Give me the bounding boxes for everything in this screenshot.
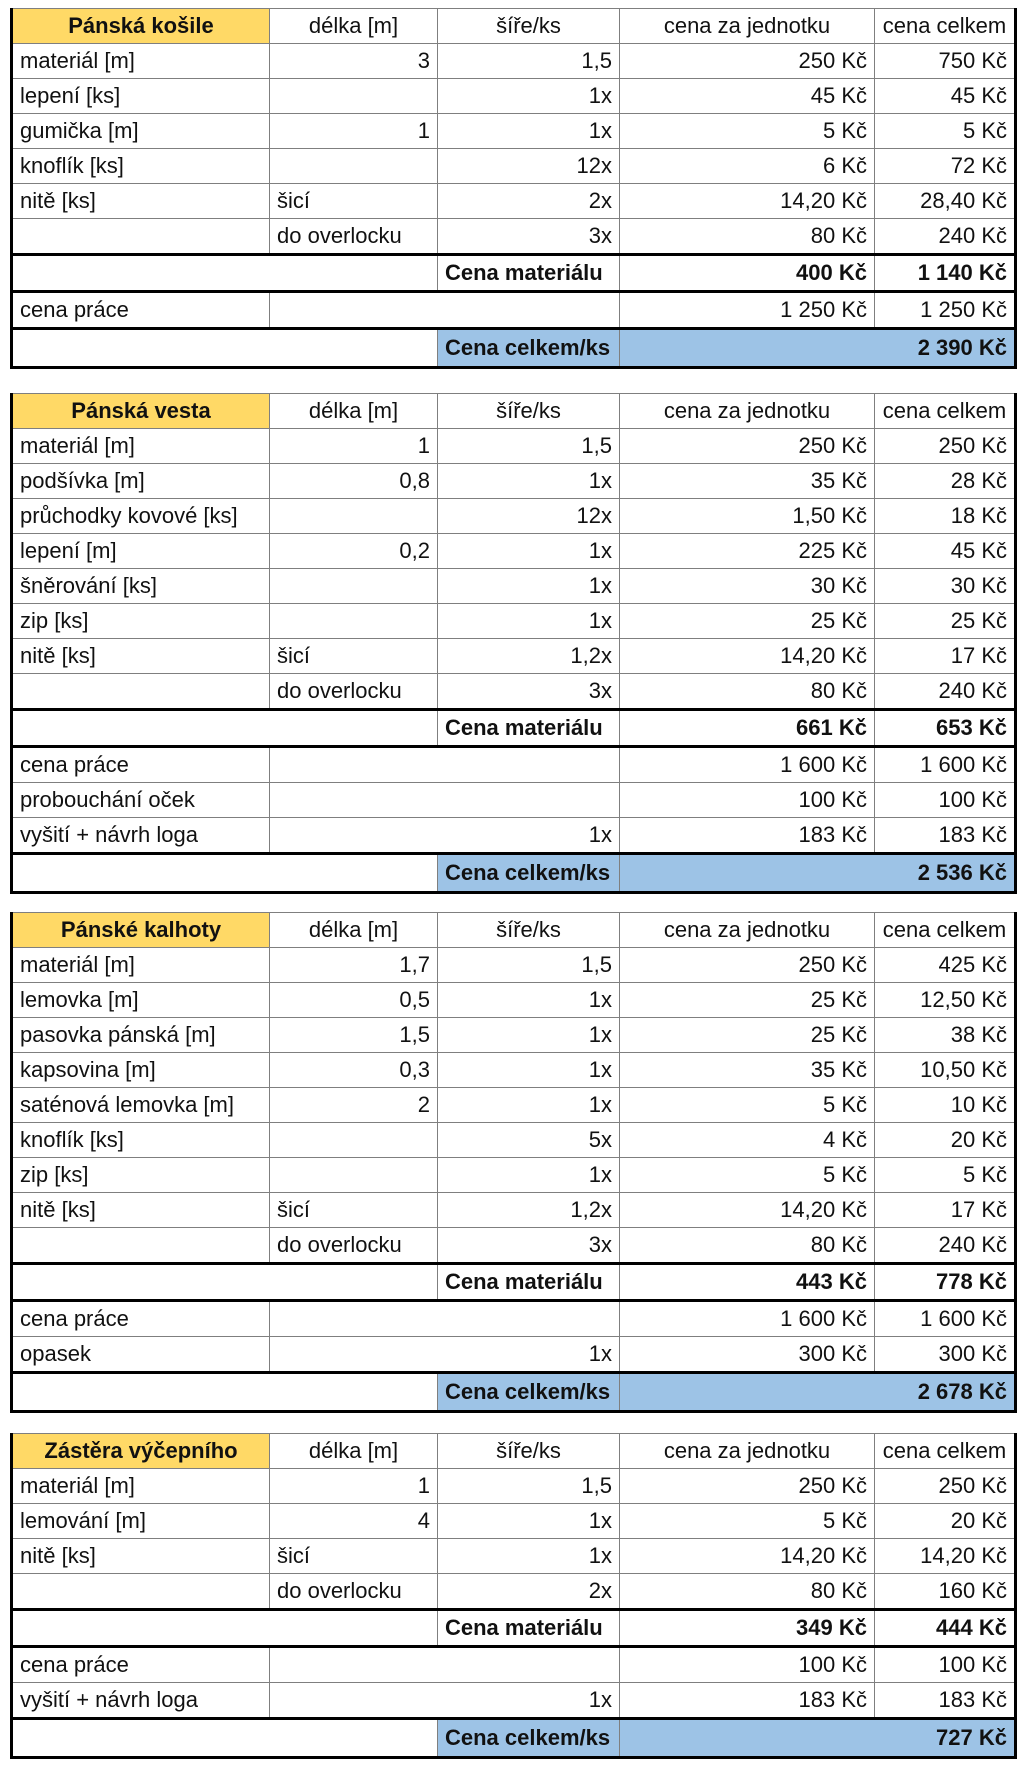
table-row (12, 674, 1016, 710)
cell-unit-price[interactable]: 250 Kč (620, 1469, 875, 1504)
col-header-sire[interactable]: šíře/ks (438, 9, 620, 44)
cell-item-name[interactable]: materiál [m] (12, 44, 270, 79)
cell-unit-price[interactable]: 14,20 Kč (620, 1193, 875, 1228)
material-sum-label[interactable]: Cena materiálu (438, 710, 620, 747)
cell-total-price[interactable]: 300 Kč (875, 1337, 1016, 1373)
cost-table-panske-kalhoty (10, 912, 1017, 1413)
cell-unit-price[interactable]: 225 Kč (620, 534, 875, 569)
cell-unit-price[interactable]: 25 Kč (620, 1018, 875, 1053)
cell-item-name[interactable]: nitě [ks] (12, 184, 270, 219)
table-row (12, 1683, 1016, 1719)
table-row (12, 1504, 1016, 1539)
cell-delka[interactable] (270, 1158, 438, 1193)
cell-unit-price[interactable]: 100 Kč (620, 1647, 875, 1683)
cell-sire[interactable]: 1,5 (438, 44, 620, 79)
cell-delka[interactable] (270, 149, 438, 184)
cell-item-name[interactable]: nitě [ks] (12, 639, 270, 674)
cost-table-panska-vesta (10, 393, 1017, 894)
cell-unit-price[interactable]: 14,20 Kč (620, 639, 875, 674)
cell-sire[interactable]: 1x (438, 983, 620, 1018)
table-row (12, 292, 1016, 329)
cell-unit-price[interactable]: 250 Kč (620, 429, 875, 464)
cell-total-price[interactable]: 45 Kč (875, 534, 1016, 569)
cell-item-name[interactable]: cena práce (12, 292, 270, 329)
table-row (12, 1574, 1016, 1610)
table-row (12, 1337, 1016, 1373)
cell-empty[interactable] (12, 1264, 438, 1301)
col-header-cena-jednotka[interactable]: cena za jednotku (620, 394, 875, 429)
cell-item-name[interactable] (12, 674, 270, 710)
cell-total-price[interactable]: 240 Kč (875, 219, 1016, 255)
cell-item-name[interactable]: nitě [ks] (12, 1193, 270, 1228)
cell-sire[interactable]: 1x (270, 1683, 620, 1719)
cell-sire[interactable]: 1x (270, 818, 620, 854)
cell-total-price[interactable]: 100 Kč (875, 1647, 1016, 1683)
cell-total-price[interactable]: 28,40 Kč (875, 184, 1016, 219)
cell-unit-price[interactable]: 5 Kč (620, 1504, 875, 1539)
cell-delka[interactable]: šicí (270, 1193, 438, 1228)
material-sum-row (12, 1264, 1016, 1301)
cost-table-panska-kosile (10, 8, 1017, 369)
table-row (12, 948, 1016, 983)
table-row (12, 639, 1016, 674)
cell-unit-price[interactable]: 30 Kč (620, 569, 875, 604)
cell-sire[interactable]: 12x (438, 499, 620, 534)
grand-total-row (12, 1373, 1016, 1412)
table-row (12, 1193, 1016, 1228)
cell-total-price[interactable]: 38 Kč (875, 1018, 1016, 1053)
cell-sire[interactable]: 1,5 (438, 1469, 620, 1504)
cell-sire[interactable] (270, 1301, 620, 1337)
cell-delka[interactable]: 0,2 (270, 534, 438, 569)
cell-total-price[interactable]: 1 600 Kč (875, 1301, 1016, 1337)
material-sum-total[interactable]: 1 140 Kč (875, 255, 1016, 292)
cell-delka[interactable]: šicí (270, 639, 438, 674)
cell-total-price[interactable]: 425 Kč (875, 948, 1016, 983)
cell-unit-price[interactable]: 45 Kč (620, 79, 875, 114)
cell-unit-price[interactable]: 80 Kč (620, 1228, 875, 1264)
table-row (12, 534, 1016, 569)
cell-unit-price[interactable]: 25 Kč (620, 604, 875, 639)
material-sum-unit[interactable]: 400 Kč (620, 255, 875, 292)
grand-total-row (12, 1719, 1016, 1758)
table-row (12, 149, 1016, 184)
cell-total-price[interactable]: 18 Kč (875, 499, 1016, 534)
cell-item-name[interactable]: zip [ks] (12, 1158, 270, 1193)
cell-delka[interactable]: 0,8 (270, 464, 438, 499)
cell-total-price[interactable]: 17 Kč (875, 639, 1016, 674)
cell-unit-price[interactable]: 1,50 Kč (620, 499, 875, 534)
cell-delka[interactable]: do overlocku (270, 1228, 438, 1264)
material-sum-row (12, 1610, 1016, 1647)
cell-unit-price[interactable]: 250 Kč (620, 44, 875, 79)
cell-item-name[interactable]: cena práce (12, 747, 270, 783)
material-sum-total[interactable]: 778 Kč (875, 1264, 1016, 1301)
cell-sire[interactable]: 3x (438, 1228, 620, 1264)
col-header-delka[interactable]: délka [m] (270, 913, 438, 948)
cell-item-name[interactable]: nitě [ks] (12, 1539, 270, 1574)
grand-total-label[interactable]: Cena celkem/ks (438, 1719, 620, 1758)
table-row (12, 783, 1016, 818)
material-sum-row (12, 710, 1016, 747)
cell-delka[interactable]: 2 (270, 1088, 438, 1123)
grand-total-label[interactable]: Cena celkem/ks (438, 854, 620, 893)
cell-sire[interactable]: 2x (438, 1574, 620, 1610)
cell-delka[interactable]: 1,7 (270, 948, 438, 983)
cell-total-price[interactable]: 10 Kč (875, 1088, 1016, 1123)
cell-total-price[interactable]: 5 Kč (875, 114, 1016, 149)
table-title[interactable]: Pánské kalhoty (12, 913, 270, 948)
table-title[interactable]: Pánská košile (12, 9, 270, 44)
cell-item-name[interactable]: zip [ks] (12, 604, 270, 639)
cell-delka[interactable]: 1 (270, 429, 438, 464)
table-title[interactable]: Zástěra výčepního (12, 1434, 270, 1469)
grand-total-value[interactable]: 2 390 Kč (620, 329, 1016, 368)
cell-total-price[interactable]: 20 Kč (875, 1123, 1016, 1158)
col-header-cena-celkem[interactable]: cena celkem (875, 394, 1016, 429)
col-header-cena-celkem[interactable]: cena celkem (875, 9, 1016, 44)
col-header-cena-jednotka[interactable]: cena za jednotku (620, 1434, 875, 1469)
table-row (12, 1088, 1016, 1123)
col-header-delka[interactable]: délka [m] (270, 9, 438, 44)
cell-sire[interactable]: 1x (438, 604, 620, 639)
cell-total-price[interactable]: 14,20 Kč (875, 1539, 1016, 1574)
cell-item-name[interactable]: lepení [m] (12, 534, 270, 569)
table-row (12, 1228, 1016, 1264)
cell-unit-price[interactable]: 300 Kč (620, 1337, 875, 1373)
table-row (12, 1123, 1016, 1158)
table-header-row (12, 9, 1016, 44)
cell-sire[interactable]: 1x (438, 1088, 620, 1123)
cell-item-name[interactable]: knoflík [ks] (12, 149, 270, 184)
col-header-sire[interactable]: šíře/ks (438, 913, 620, 948)
cell-delka[interactable]: 3 (270, 44, 438, 79)
cell-item-name[interactable]: podšívka [m] (12, 464, 270, 499)
cell-total-price[interactable]: 100 Kč (875, 783, 1016, 818)
cell-delka[interactable]: 1,5 (270, 1018, 438, 1053)
cell-total-price[interactable]: 20 Kč (875, 1504, 1016, 1539)
grand-total-value[interactable]: 2 678 Kč (620, 1373, 1016, 1412)
cell-sire[interactable]: 12x (438, 149, 620, 184)
cell-unit-price[interactable]: 35 Kč (620, 1053, 875, 1088)
cell-item-name[interactable]: materiál [m] (12, 429, 270, 464)
col-header-cena-jednotka[interactable]: cena za jednotku (620, 9, 875, 44)
cell-unit-price[interactable]: 5 Kč (620, 1088, 875, 1123)
cell-delka[interactable] (270, 604, 438, 639)
cell-sire[interactable]: 1x (438, 1539, 620, 1574)
table-row (12, 114, 1016, 149)
table-title[interactable]: Pánská vesta (12, 394, 270, 429)
cell-unit-price[interactable]: 1 600 Kč (620, 1301, 875, 1337)
cell-delka[interactable]: 1 (270, 1469, 438, 1504)
cell-delka[interactable]: 4 (270, 1504, 438, 1539)
cell-total-price[interactable]: 183 Kč (875, 818, 1016, 854)
cell-item-name[interactable]: probouchání oček (12, 783, 270, 818)
material-sum-label[interactable]: Cena materiálu (438, 255, 620, 292)
table-row (12, 604, 1016, 639)
cell-sire[interactable]: 5x (438, 1123, 620, 1158)
cell-empty[interactable] (12, 329, 438, 368)
cell-unit-price[interactable]: 5 Kč (620, 114, 875, 149)
cell-total-price[interactable]: 72 Kč (875, 149, 1016, 184)
cell-delka[interactable]: 0,5 (270, 983, 438, 1018)
cell-delka[interactable] (270, 499, 438, 534)
cell-item-name[interactable]: lemování [m] (12, 1504, 270, 1539)
grand-total-row (12, 329, 1016, 368)
cell-item-name[interactable]: gumička [m] (12, 114, 270, 149)
cell-item-name[interactable]: vyšití + návrh loga (12, 818, 270, 854)
col-header-cena-celkem[interactable]: cena celkem (875, 913, 1016, 948)
cell-unit-price[interactable]: 183 Kč (620, 1683, 875, 1719)
cell-total-price[interactable]: 30 Kč (875, 569, 1016, 604)
table-row (12, 818, 1016, 854)
cell-sire[interactable]: 1x (438, 1018, 620, 1053)
cell-sire[interactable]: 1x (438, 569, 620, 604)
cell-total-price[interactable]: 183 Kč (875, 1683, 1016, 1719)
cell-empty[interactable] (12, 1610, 438, 1647)
cell-empty[interactable] (12, 1373, 438, 1412)
material-sum-total[interactable]: 653 Kč (875, 710, 1016, 747)
table-row (12, 44, 1016, 79)
cell-total-price[interactable]: 5 Kč (875, 1158, 1016, 1193)
cell-delka[interactable]: do overlocku (270, 1574, 438, 1610)
cell-total-price[interactable]: 750 Kč (875, 44, 1016, 79)
cell-sire[interactable] (270, 783, 620, 818)
cell-delka[interactable] (270, 79, 438, 114)
table-header-row (12, 913, 1016, 948)
cell-delka[interactable]: 0,3 (270, 1053, 438, 1088)
table-header-row (12, 394, 1016, 429)
cell-sire[interactable]: 2x (438, 184, 620, 219)
table-row (12, 79, 1016, 114)
cell-item-name[interactable] (12, 1574, 270, 1610)
grand-total-label[interactable]: Cena celkem/ks (438, 1373, 620, 1412)
cell-unit-price[interactable]: 100 Kč (620, 783, 875, 818)
cell-total-price[interactable]: 10,50 Kč (875, 1053, 1016, 1088)
col-header-delka[interactable]: délka [m] (270, 394, 438, 429)
cell-item-name[interactable]: průchodky kovové [ks] (12, 499, 270, 534)
cell-delka[interactable]: šicí (270, 1539, 438, 1574)
cell-sire[interactable] (270, 747, 620, 783)
cell-empty[interactable] (12, 854, 438, 893)
cell-total-price[interactable]: 160 Kč (875, 1574, 1016, 1610)
cell-sire[interactable]: 1x (438, 114, 620, 149)
cell-total-price[interactable]: 12,50 Kč (875, 983, 1016, 1018)
cell-unit-price[interactable]: 1 250 Kč (620, 292, 875, 329)
cell-item-name[interactable]: lemovka [m] (12, 983, 270, 1018)
material-sum-unit[interactable]: 349 Kč (620, 1610, 875, 1647)
cell-unit-price[interactable]: 14,20 Kč (620, 1539, 875, 1574)
grand-total-value[interactable]: 727 Kč (620, 1719, 1016, 1758)
cell-sire[interactable] (270, 1647, 620, 1683)
table-row (12, 1018, 1016, 1053)
cell-item-name[interactable]: vyšití + návrh loga (12, 1683, 270, 1719)
cost-table-zastera-vycepniho (10, 1433, 1017, 1759)
col-header-sire[interactable]: šíře/ks (438, 394, 620, 429)
cell-empty[interactable] (12, 255, 438, 292)
cell-total-price[interactable]: 1 600 Kč (875, 747, 1016, 783)
grand-total-row (12, 854, 1016, 893)
cell-item-name[interactable]: opasek (12, 1337, 270, 1373)
cell-sire[interactable]: 1,5 (438, 429, 620, 464)
cell-total-price[interactable]: 250 Kč (875, 1469, 1016, 1504)
cell-total-price[interactable]: 17 Kč (875, 1193, 1016, 1228)
cell-unit-price[interactable]: 5 Kč (620, 1158, 875, 1193)
cell-unit-price[interactable]: 6 Kč (620, 149, 875, 184)
cell-unit-price[interactable]: 80 Kč (620, 674, 875, 710)
col-header-sire[interactable]: šíře/ks (438, 1434, 620, 1469)
cell-unit-price[interactable]: 4 Kč (620, 1123, 875, 1158)
cell-sire[interactable]: 1x (270, 1337, 620, 1373)
cell-total-price[interactable]: 240 Kč (875, 1228, 1016, 1264)
table-row (12, 499, 1016, 534)
cell-item-name[interactable]: knoflík [ks] (12, 1123, 270, 1158)
cell-sire[interactable]: 1,2x (438, 1193, 620, 1228)
cell-item-name[interactable]: kapsovina [m] (12, 1053, 270, 1088)
cell-unit-price[interactable]: 25 Kč (620, 983, 875, 1018)
cell-delka[interactable]: do overlocku (270, 674, 438, 710)
material-sum-label[interactable]: Cena materiálu (438, 1610, 620, 1647)
table-row (12, 983, 1016, 1018)
grand-total-label[interactable]: Cena celkem/ks (438, 329, 620, 368)
cell-item-name[interactable] (12, 219, 270, 255)
cell-sire[interactable]: 3x (438, 674, 620, 710)
cell-sire[interactable]: 1x (438, 534, 620, 569)
cell-unit-price[interactable]: 250 Kč (620, 948, 875, 983)
table-row (12, 1301, 1016, 1337)
cell-total-price[interactable]: 45 Kč (875, 79, 1016, 114)
cell-empty[interactable] (12, 710, 438, 747)
cell-unit-price[interactable]: 1 600 Kč (620, 747, 875, 783)
cell-unit-price[interactable]: 80 Kč (620, 1574, 875, 1610)
cell-total-price[interactable]: 1 250 Kč (875, 292, 1016, 329)
material-sum-unit[interactable]: 443 Kč (620, 1264, 875, 1301)
material-sum-row (12, 255, 1016, 292)
cell-item-name[interactable]: pasovka pánská [m] (12, 1018, 270, 1053)
grand-total-value[interactable]: 2 536 Kč (620, 854, 1016, 893)
table-row (12, 1539, 1016, 1574)
table-row (12, 429, 1016, 464)
cell-total-price[interactable]: 250 Kč (875, 429, 1016, 464)
col-header-delka[interactable]: délka [m] (270, 1434, 438, 1469)
cell-item-name[interactable] (12, 1228, 270, 1264)
table-header-row (12, 1434, 1016, 1469)
cell-sire[interactable]: 1,2x (438, 639, 620, 674)
cell-delka[interactable]: do overlocku (270, 219, 438, 255)
cell-delka[interactable] (270, 569, 438, 604)
cell-delka[interactable]: šicí (270, 184, 438, 219)
cell-unit-price[interactable]: 14,20 Kč (620, 184, 875, 219)
cell-total-price[interactable]: 25 Kč (875, 604, 1016, 639)
col-header-cena-jednotka[interactable]: cena za jednotku (620, 913, 875, 948)
cell-delka[interactable] (270, 1123, 438, 1158)
cell-unit-price[interactable]: 80 Kč (620, 219, 875, 255)
material-sum-total[interactable]: 444 Kč (875, 1610, 1016, 1647)
cell-sire[interactable] (270, 292, 620, 329)
table-row (12, 1469, 1016, 1504)
cell-item-name[interactable]: materiál [m] (12, 948, 270, 983)
col-header-cena-celkem[interactable]: cena celkem (875, 1434, 1016, 1469)
cell-sire[interactable]: 1,5 (438, 948, 620, 983)
cell-item-name[interactable]: materiál [m] (12, 1469, 270, 1504)
cell-unit-price[interactable]: 183 Kč (620, 818, 875, 854)
cell-sire[interactable]: 1x (438, 1504, 620, 1539)
cell-empty[interactable] (12, 1719, 438, 1758)
table-row (12, 1647, 1016, 1683)
table-row (12, 1053, 1016, 1088)
cell-sire[interactable]: 1x (438, 1158, 620, 1193)
cell-sire[interactable]: 1x (438, 79, 620, 114)
table-row (12, 219, 1016, 255)
table-row (12, 747, 1016, 783)
material-sum-unit[interactable]: 661 Kč (620, 710, 875, 747)
cell-delka[interactable]: 1 (270, 114, 438, 149)
table-row (12, 569, 1016, 604)
cell-item-name[interactable]: saténová lemovka [m] (12, 1088, 270, 1123)
table-row (12, 1158, 1016, 1193)
cell-sire[interactable]: 1x (438, 1053, 620, 1088)
cell-total-price[interactable]: 240 Kč (875, 674, 1016, 710)
table-row (12, 184, 1016, 219)
cell-sire[interactable]: 3x (438, 219, 620, 255)
cell-item-name[interactable]: šněrování [ks] (12, 569, 270, 604)
cell-sire[interactable]: 1x (438, 464, 620, 499)
material-sum-label[interactable]: Cena materiálu (438, 1264, 620, 1301)
cell-item-name[interactable]: cena práce (12, 1301, 270, 1337)
table-row (12, 464, 1016, 499)
cell-unit-price[interactable]: 35 Kč (620, 464, 875, 499)
cell-item-name[interactable]: lepení [ks] (12, 79, 270, 114)
cell-item-name[interactable]: cena práce (12, 1647, 270, 1683)
cell-total-price[interactable]: 28 Kč (875, 464, 1016, 499)
